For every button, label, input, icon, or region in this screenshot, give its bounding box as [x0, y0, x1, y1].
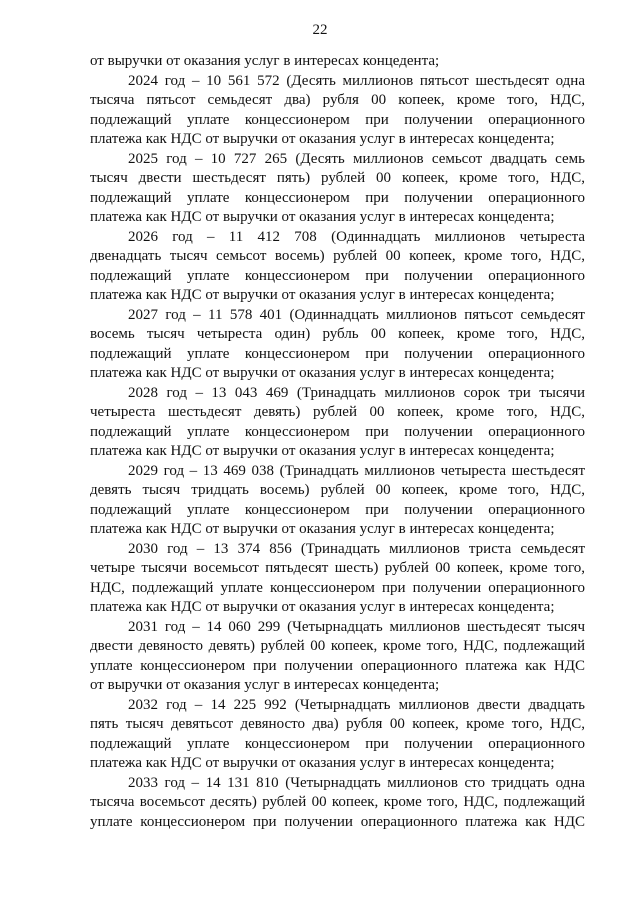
text-line: тысяча пятьсот семьдесят два) рубля 00 копеек, кроме того, НДС,	[90, 92, 585, 108]
paragraph	[90, 696, 585, 774]
text-line: восемь тысяч четыреста один) рубль 00 копеек, кроме того, НДС,	[90, 326, 585, 342]
text-line: двенадцать тысяч семьсот восемь) рублей 00 копеек, кроме того, НДС,	[90, 248, 585, 264]
text-line: платежа как НДС от выручки от оказания услуг в интересах концедента;	[90, 755, 555, 771]
text-line: 2032 год – 14 225 992 (Четырнадцать миллионов двести двадцать	[128, 696, 585, 713]
paragraph	[90, 540, 585, 618]
text-line: от выручки от оказания услуг в интересах концедента;	[90, 677, 440, 693]
text-line: уплате концессионером при получении операционного платежа как НДС	[90, 813, 585, 830]
text-line: 2024 год – 10 561 572 (Десять миллионов пятьсот шестьдесят одна	[128, 72, 585, 89]
text-line: 2026 год – 11 412 708 (Одиннадцать миллионов четыреста	[128, 228, 585, 245]
paragraph	[90, 52, 585, 72]
text-line: подлежащий уплате концессионером при получении операционного	[90, 501, 585, 518]
page-number: 22	[312, 22, 328, 38]
text-line: платежа как НДС от выручки от оказания услуг в интересах концедента;	[90, 131, 555, 147]
text-line: 2031 год – 14 060 299 (Четырнадцать миллионов шестьдесят тысяч	[128, 618, 585, 635]
text-line: подлежащий уплате концессионером при получении операционного	[90, 345, 585, 362]
text-line: подлежащий уплате концессионером при получении операционного	[90, 189, 585, 206]
paragraph	[90, 306, 585, 384]
text-line: от выручки от оказания услуг в интересах концедента;	[90, 53, 440, 69]
text-line: 2030 год – 13 374 856 (Тринадцать миллионов триста семьдесят	[128, 540, 585, 557]
text-line: подлежащий уплате концессионером при получении операционного	[90, 735, 585, 752]
paragraph	[90, 618, 585, 696]
text-line: пять тысяч девятьсот девяносто два) рубля 00 копеек, кроме того, НДС,	[90, 716, 585, 732]
text-line: платежа как НДС от выручки от оказания услуг в интересах концедента;	[90, 209, 555, 225]
text-line: 2029 год – 13 469 038 (Тринадцать миллионов четыреста шестьдесят	[128, 462, 585, 479]
text-line: платежа как НДС от выручки от оказания услуг в интересах концедента;	[90, 287, 555, 303]
text-line: 2028 год – 13 043 469 (Тринадцать миллионов сорок три тысячи	[128, 384, 585, 401]
text-line: платежа как НДС от выручки от оказания услуг в интересах концедента;	[90, 599, 555, 615]
paragraph	[90, 72, 585, 150]
text-line: подлежащий уплате концессионером при получении операционного	[90, 267, 585, 284]
text-line: 2033 год – 14 131 810 (Четырнадцать миллионов сто тридцать одна	[128, 774, 585, 791]
text-line: подлежащий уплате концессионером при получении операционного	[90, 423, 585, 440]
text-line: тысяч двести шестьдесят пять) рублей 00 копеек, кроме того, НДС,	[90, 170, 585, 186]
paragraph	[90, 384, 585, 462]
paragraph	[90, 228, 585, 306]
text-line: платежа как НДС от выручки от оказания услуг в интересах концедента;	[90, 365, 555, 381]
text-line: 2027 год – 11 578 401 (Одиннадцать миллионов пятьсот семьдесят	[128, 306, 585, 323]
text-line: тысяча восемьсот десять) рублей 00 копеек, кроме того, НДС, подлежащий	[90, 794, 585, 810]
text-line: двести девяносто девять) рублей 00 копеек, кроме того, НДС, подлежащий	[90, 638, 585, 654]
text-line: подлежащий уплате концессионером при получении операционного	[90, 111, 585, 128]
text-line: платежа как НДС от выручки от оказания услуг в интересах концедента;	[90, 521, 555, 537]
paragraph	[90, 150, 585, 228]
text-line: НДС, подлежащий уплате концессионером при получении операционного	[90, 579, 585, 596]
document-body	[90, 52, 585, 832]
text-line: четыре тысячи восемьсот пятьдесят шесть) рублей 00 копеек, кроме того,	[90, 560, 585, 576]
text-line: четыреста шестьдесят девять) рублей 00 копеек, кроме того, НДС,	[90, 404, 585, 420]
text-line: 2025 год – 10 727 265 (Десять миллионов семьсот двадцать семь	[128, 150, 585, 167]
paragraph	[90, 462, 585, 540]
text-line: уплате концессионером при получении операционного платежа как НДС	[90, 657, 585, 674]
text-line: девять тысяч тридцать восемь) рублей 00 копеек, кроме того, НДС,	[90, 482, 585, 498]
paragraph	[90, 774, 585, 833]
text-line: платежа как НДС от выручки от оказания услуг в интересах концедента;	[90, 443, 555, 459]
